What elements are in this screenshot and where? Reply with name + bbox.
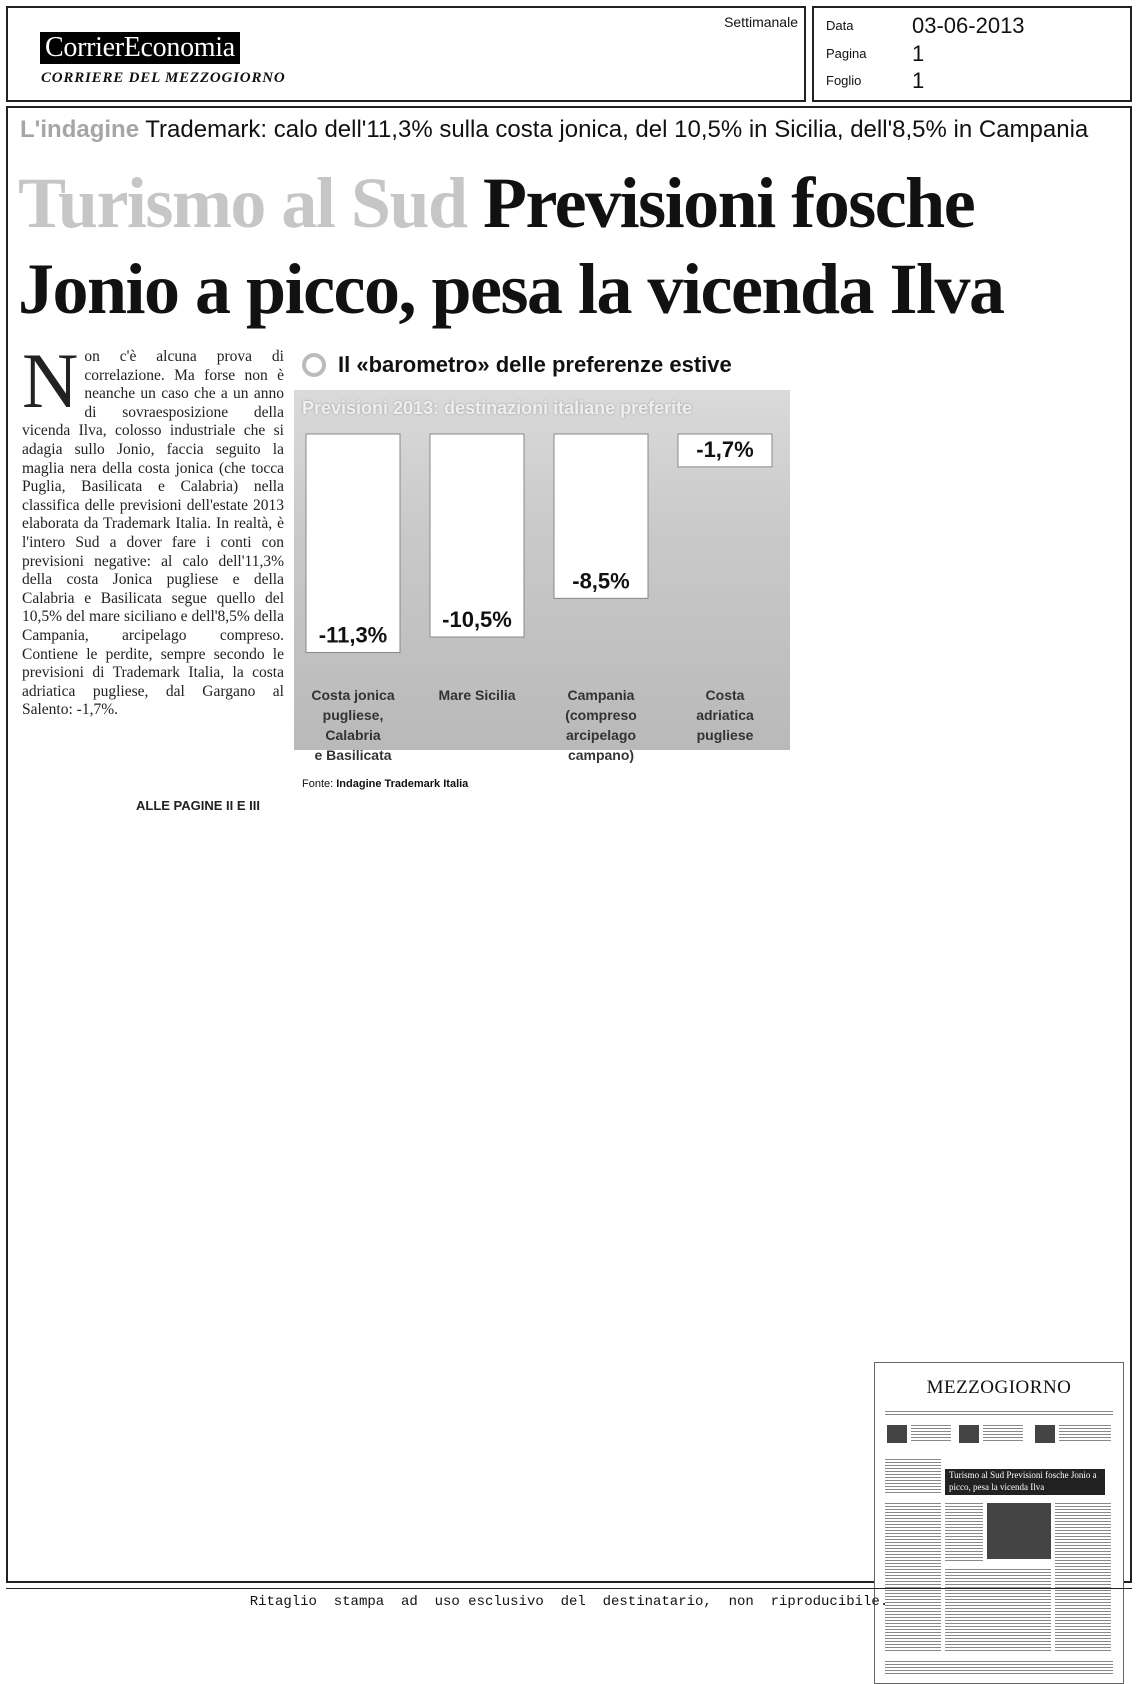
thumbnail-headline: Turismo al Sud Previsioni fosche Jonio a picco, pesa la vicenda Ilva: [945, 1469, 1105, 1495]
thumbnail-chart: [987, 1503, 1051, 1559]
article-frame: [6, 106, 1132, 1583]
thumbnail-column: [1055, 1503, 1111, 1653]
kicker-text: Trademark: calo dell'11,3% sulla costa jonica, del 10,5% in Sicilia, dell'8,5% in Campania: [145, 116, 1089, 143]
thumbnail-column: [945, 1503, 983, 1563]
meta-row-pagina: [826, 41, 925, 66]
clipping-disclaimer: Ritaglio stampa ad uso esclusivo del destinatario, non riproducibile.: [6, 1588, 1132, 1615]
thumbnail-photo: [887, 1425, 907, 1443]
category-label-2: Campania (compreso arcipelago campano): [565, 687, 637, 763]
bar-0: [306, 434, 400, 652]
periodicity-label: Settimanale: [724, 14, 798, 30]
kicker-label: L'indagine: [20, 116, 140, 143]
thumbnail-teaser: [1059, 1425, 1111, 1443]
category-label-1: Mare Sicilia: [438, 687, 516, 703]
continued-link[interactable]: ALLE PAGINE II E III: [136, 798, 260, 813]
thumbnail-photo: [959, 1425, 979, 1443]
chart-subtitle: Previsioni 2013: destinazioni italiane preferite: [302, 398, 693, 418]
thumbnail-teaser: [983, 1425, 1023, 1443]
category-label-0: Costa jonica pugliese, Calabria e Basilicata: [311, 687, 395, 763]
bar-value-label-2: -8,5%: [572, 568, 630, 594]
publication-subtitle: CORRIERE DEL MEZZOGIORNO: [41, 70, 286, 86]
masthead-box: [6, 6, 806, 102]
thumbnail-column: [885, 1661, 1113, 1675]
headline-section: Turismo al Sud: [18, 163, 467, 243]
thumbnail-column: [885, 1503, 941, 1653]
pagina-label: Pagina: [826, 46, 867, 61]
pagina-value: 1: [912, 41, 925, 66]
bar-value-label-0: -11,3%: [318, 622, 388, 648]
headline-line1: Previsioni fosche: [483, 163, 975, 243]
headline-line2: Jonio a picco, pesa la vicenda Ilva: [18, 249, 1004, 329]
thumbnail-masthead: MEZZOGIORNO: [926, 1377, 1072, 1398]
foglio-label: Foglio: [826, 73, 862, 88]
data-label: Data: [826, 18, 854, 33]
drop-cap: N: [22, 337, 79, 424]
bar-value-label-1: -10,5%: [442, 607, 512, 632]
data-value: 03-06-2013: [912, 13, 1025, 38]
body-text: on c'è alcuna prova di correlazione. Ma forse non è neanche un caso che a un anno di sovraesposizione della vicenda Ilva, colosso industriale che si adagia sullo Jonio, faccia seguito la maglia nera della costa jonica (che tocca Puglia, Basilicata e Calabria) nella classifica delle previsioni dell'estate 2013 elaborata da Trademark Italia. In realtà, è l'intero Sud a dover fare i conti con previsioni negative: al calo dell'11,3% della costa Jonica pugliese e della Calabria e Basilicata segue quello del 10,5% del mare siciliano e dell'8,5% della Campania, arcipelago compreso. Contiene le perdite, sempre secondo le previsioni di Trademark Italia, la costa adriatica pugliese, dal Gargano al Salento: -1,7%.: [22, 348, 284, 719]
publication-logo: CorrierEconomia: [40, 32, 240, 64]
bar-value-label-3: -1,7%: [696, 436, 754, 462]
source-label: Fonte:: [302, 778, 334, 790]
meta-row-data: [826, 13, 1025, 38]
chart-title: Il «barometro» delle preferenze estive: [338, 352, 732, 377]
barometer-chart: [294, 346, 790, 796]
thumbnail-teaser: [911, 1425, 951, 1443]
category-label-3: Costa adriatica pugliese: [696, 687, 754, 743]
chart-plot: [294, 346, 790, 776]
source-text: Indagine Trademark Italia: [336, 778, 469, 790]
article-body: [22, 337, 284, 720]
article-kicker: [20, 116, 1088, 144]
clipping-meta-box: [812, 6, 1132, 102]
meta-row-foglio: [826, 68, 925, 93]
article-headline: [18, 160, 1004, 332]
page-thumbnail: [874, 1362, 1124, 1684]
thumbnail-column: [885, 1459, 941, 1495]
thumbnail-photo: [1035, 1425, 1055, 1443]
chart-source: [302, 778, 468, 790]
foglio-value: 1: [912, 68, 925, 93]
thumbnail-rule: [885, 1411, 1113, 1415]
